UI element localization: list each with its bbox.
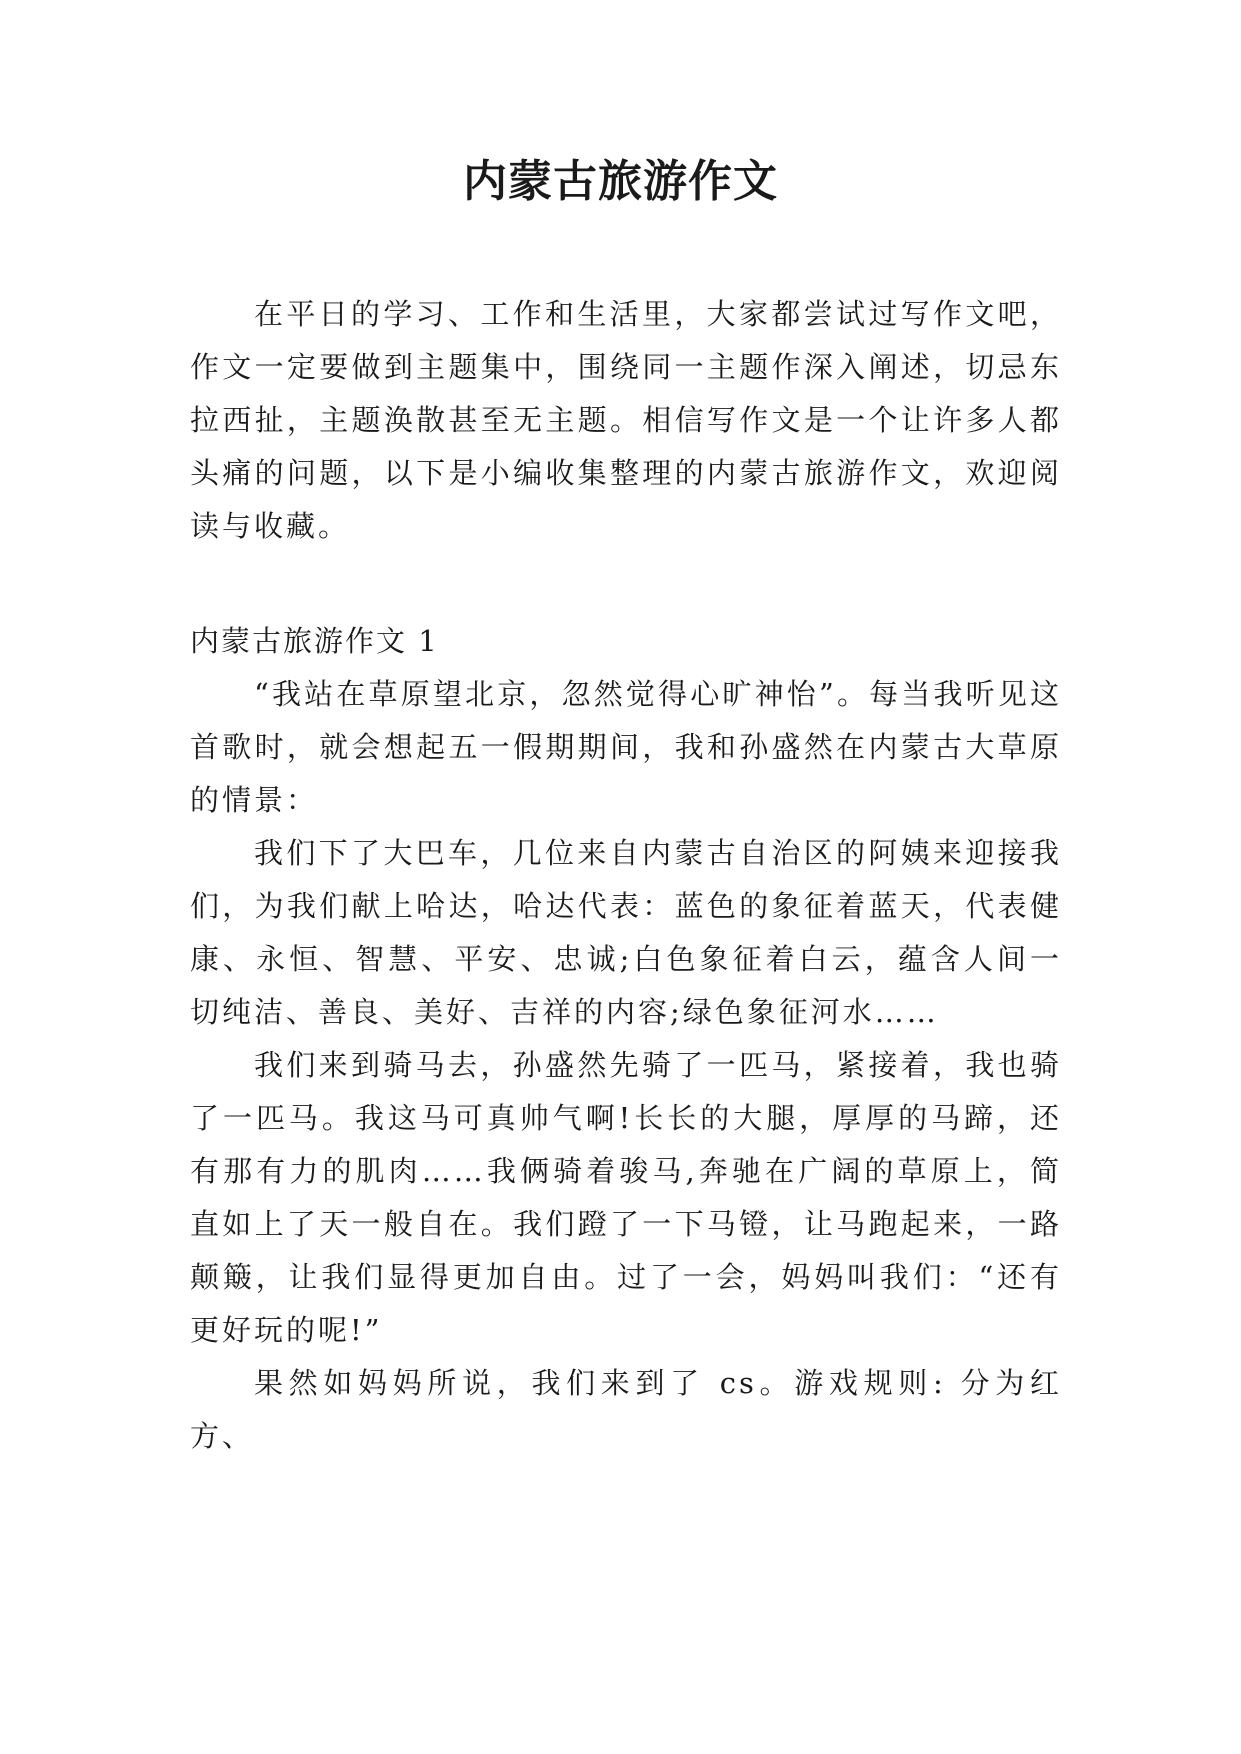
body-paragraph: “我站在草原望北京，忽然觉得心旷神怡”。每当我听见这首歌时，就会想起五一假期期间，我和孙盛然在内蒙古大草原的情景：	[190, 677, 1062, 817]
body-paragraph: 我们下了大巴车，几位来自内蒙古自治区的阿姨来迎接我们，为我们献上哈达，哈达代表：蓝色的象征着蓝天，代表健康、永恒、智慧、平安、忠诚;白色象征着白云，蕴含人间一切纯洁、善良、美好、吉祥的内容;绿色象征河水……	[190, 836, 1062, 1029]
body-paragraph: 果然如妈妈所说，我们来到了 cs。游戏规则: 分为红方、	[190, 1366, 1062, 1453]
spacer	[190, 553, 1062, 615]
document-body	[190, 288, 1062, 1463]
intro-paragraph: 在平日的学习、工作和生活里，大家都尝试过写作文吧，作文一定要做到主题集中，围绕同一主题作深入阐述，切忌东拉西扯，主题涣散甚至无主题。相信写作文是一个让许多人都头痛的问题，以下是小编收集整理的内蒙古旅游作文，欢迎阅读与收藏。	[190, 297, 1062, 543]
document-title: 内蒙古旅游作文	[463, 156, 778, 207]
section-heading: 内蒙古旅游作文 1	[190, 624, 439, 658]
body-paragraph: 我们来到骑马去，孙盛然先骑了一匹马，紧接着，我也骑了一匹马。我这马可真帅气啊!长长的大腿，厚厚的马蹄，还有那有力的肌肉……我俩骑着骏马,奔驰在广阔的草原上，简直如上了天一般自在。我们蹬了一下马镫，让马跑起来，一路颠簸，让我们显得更加自由。过了一会，妈妈叫我们：“还有更好玩的呢!”	[190, 1048, 1062, 1347]
